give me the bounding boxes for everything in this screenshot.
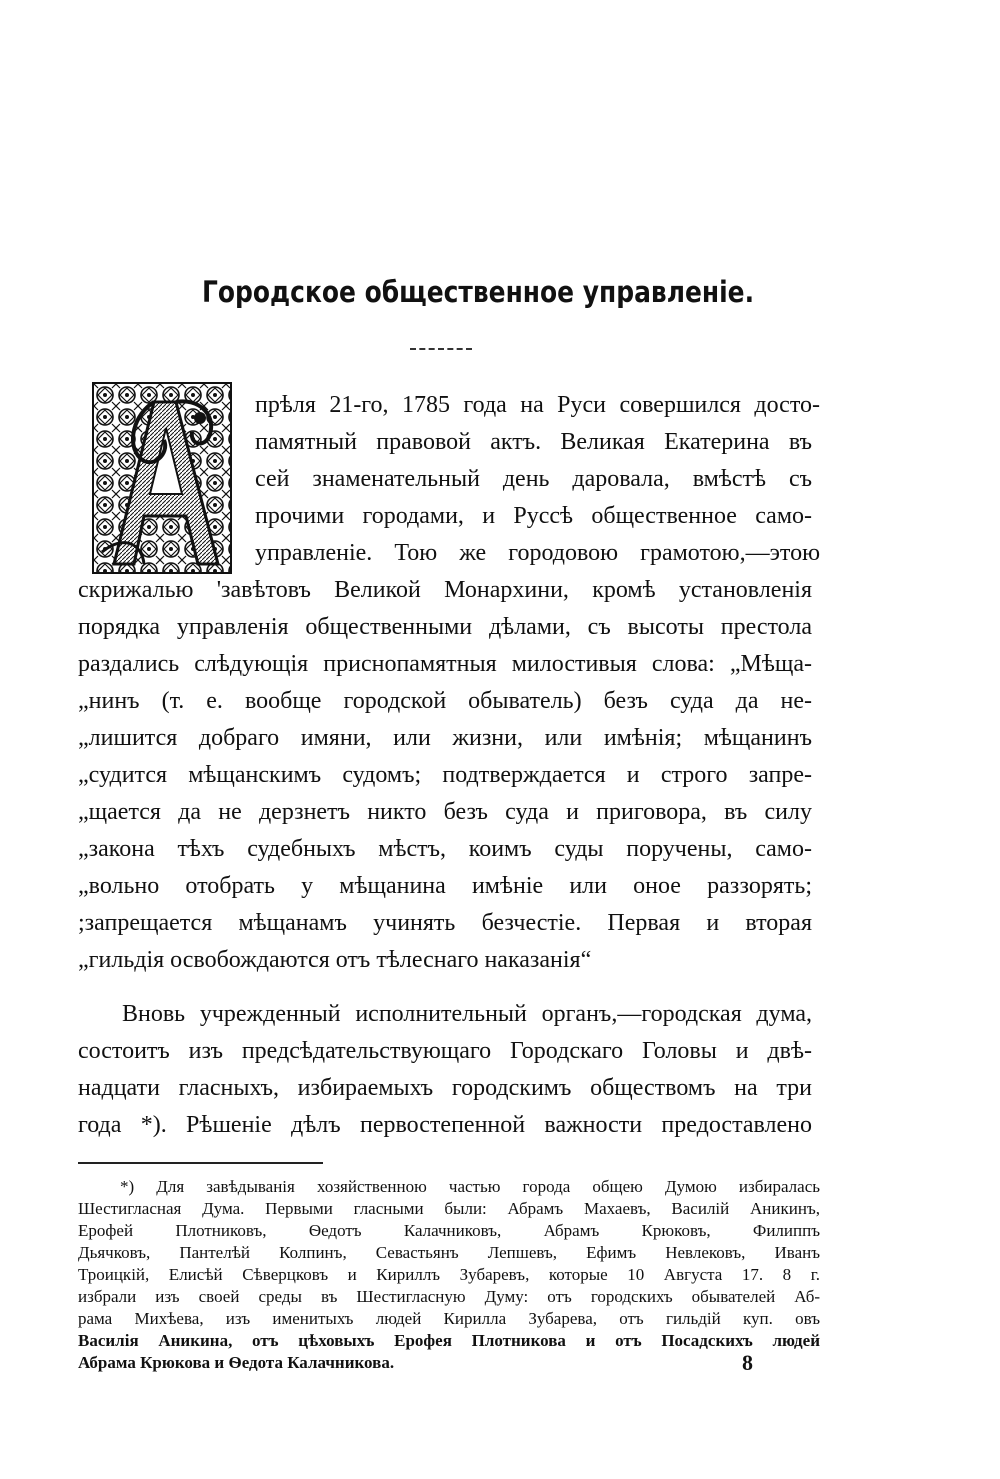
page-title: Городское общественное управленіе. (202, 275, 755, 309)
footnote-line: Ерофей Плотниковъ, Ѳедотъ Калачниковъ, Абрамъ Крюковъ, Филиппъ (78, 1221, 820, 1240)
page-number: 8 (742, 1350, 753, 1375)
text-line: „гильдія освобождаются отъ тѣлеснаго наказанія“ (78, 947, 592, 973)
ornamental-drop-cap-icon (92, 382, 232, 574)
footnote-divider (78, 1162, 323, 1164)
text-line: „лишится добраго имяни, или жизни, или имѣнія; мѣщанинъ (78, 725, 812, 751)
text-line: „судится мѣщанскимъ судомъ; подтверждается и строго запре- (78, 762, 812, 788)
text-line: года *). Рѣшеніе дѣлъ первостепенной важности предоставлено (78, 1112, 812, 1138)
text-line: „вольно отобрать у мѣщанина имѣніе или оное раззорять; (78, 873, 812, 899)
footnote-line: Дьячковъ, Пантелѣй Колпинъ, Севастьянъ Лепшевъ, Ефимъ Невлековъ, Иванъ (78, 1243, 820, 1262)
text-line: сей знаменательный день даровала, вмѣстѣ съ (255, 466, 812, 492)
text-line: надцати гласныхъ, избираемыхъ городскимъ обществомъ на три (78, 1075, 812, 1101)
text-line: управленіе. Тою же городовою грамотою,—этою (255, 540, 820, 566)
text-line: ;запрещается мѣщанамъ учинять безчестіе. Первая и вторая (78, 910, 812, 936)
text-line: раздались слѣдующія приснопамятныя милостивыя слова: „Мѣща- (78, 651, 812, 677)
text-line: скрижалью 'завѣтовъ Великой Монархини, кромѣ установленія (78, 577, 812, 603)
text-line: прочими городами, и Руссѣ общественное само- (255, 503, 812, 529)
text-line: Вновь учрежденный исполнительный органъ,—городская дума, (122, 1001, 812, 1027)
footnote-line: Троицкій, Елисѣй Сѣверцковъ и Кириллъ Зубаревъ, которые 10 Августа 17. 8 г. (78, 1265, 820, 1284)
footnote-line: рама Михѣева, изъ именитыхъ людей Кирилла Зубарева, отъ гильдій куп. овъ (78, 1309, 820, 1328)
footnote-line: Шестигласная Дума. Первыми гласными были: Абрамъ Махаевъ, Василій Аникинъ, (78, 1199, 820, 1218)
text-line: состоитъ изъ предсѣдательствующаго Городскаго Головы и двѣ- (78, 1038, 812, 1064)
text-line: порядка управленія общественными дѣлами, съ высоты престола (78, 614, 812, 640)
footnote-line: Абрама Крюкова и Ѳедота Калачникова. (78, 1353, 395, 1372)
footnote-line: Василія Аникина, отъ цѣховыхъ Ерофея Плотникова и отъ Посадскихъ людей (78, 1331, 820, 1350)
footnote-line: *) Для завѣдыванія хозяйственною частью города общею Думою избиралась (120, 1177, 820, 1196)
footnote-line: избрали изъ своей среды въ Шестигласную Думу: отъ городскихъ обывателей Аб- (78, 1287, 820, 1306)
text-line: памятный правовой актъ. Великая Екатерина въ (255, 429, 812, 455)
text-line: прѣля 21-го, 1785 года на Руси совершился досто- (255, 392, 820, 418)
text-line: „закона тѣхъ судебныхъ мѣстъ, коимъ суды поручены, само- (78, 836, 812, 862)
text-line: „нинъ (т. е. вообще городской обыватель) безъ суда да не- (78, 688, 812, 714)
title-divider (410, 348, 472, 350)
text-line: „щается да не дерзнетъ никто безъ суда и приговора, въ силу (78, 799, 812, 825)
